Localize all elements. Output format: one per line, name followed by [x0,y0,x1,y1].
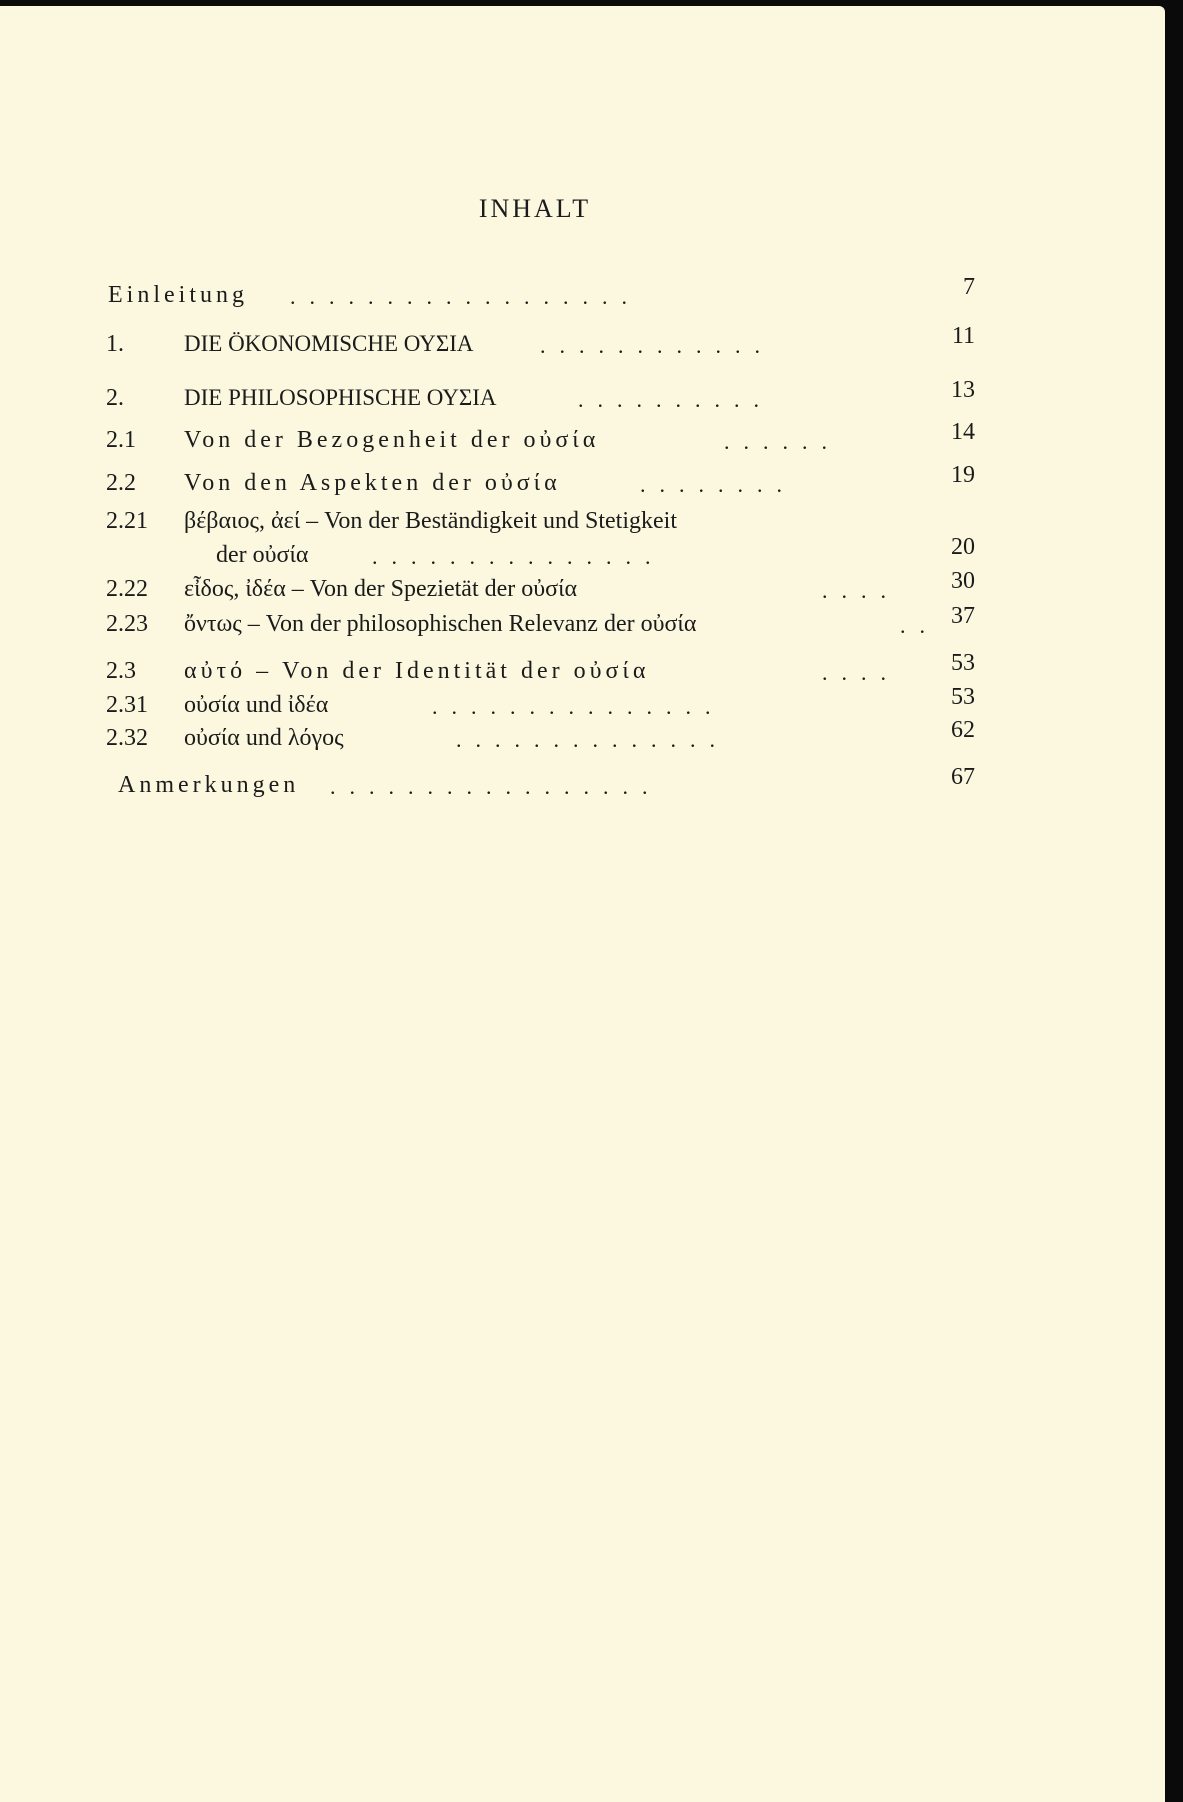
toc-leader-dots: ............... [432,694,725,719]
toc-entry-2 [0,377,1165,419]
toc-label: εἶδος, ἰδέα – Von der Spezietät der οὐσία [184,576,578,602]
toc-leader-dots: ...... [724,429,841,454]
toc-entry-2-31 [0,684,1165,726]
toc-number: 2.1 [106,427,136,453]
toc-leader-dots: .................. [290,284,641,309]
toc-entry-2-2 [0,462,1165,504]
toc-leader-dots: .... [822,660,900,685]
toc-page-number: 53 [951,650,975,676]
toc-leader-dots: .......... [578,387,773,412]
toc-entry-1 [0,323,1165,365]
toc-page-number: 7 [963,274,975,300]
toc-leader-dots: ............ [540,333,774,358]
toc-label: ὄντως – Von der philosophischen Relevanz der οὐσία [184,611,697,637]
toc-label: Einleitung [108,282,248,308]
toc-number: 2.3 [106,658,136,684]
toc-entry-2-21-continuation [0,534,1165,576]
toc-entry-2-23 [0,603,1165,645]
toc-label: βέβαιος, ἀεί – Von der Beständigkeit und Stetigkeit [184,508,677,534]
toc-label: αὐτό – Von der Identität der οὐσία [184,658,650,684]
toc-label: οὐσία und λόγος [184,725,344,751]
toc-page-number: 30 [951,568,975,594]
toc-leader-dots: .. [900,613,939,638]
toc-label-continuation: der οὐσία [216,542,309,568]
toc-number: 2.2 [106,470,136,496]
toc-page-number: 37 [951,603,975,629]
toc-page-number: 20 [951,534,975,560]
toc-page-number: 62 [951,717,975,743]
page-title: INHALT [478,194,592,223]
toc-entry-2-3 [0,650,1165,692]
toc-leader-dots: .............. [456,727,729,752]
toc-label: DIE ÖKONOMISCHE ΟΥΣΙΑ [184,331,474,356]
toc-page-number: 67 [951,764,975,790]
toc-page-number: 53 [951,684,975,710]
toc-number: 2.31 [106,692,148,718]
toc-leader-dots: .... [822,578,900,603]
toc-label: οὐσία und ἰδέα [184,692,329,718]
toc-page-number: 11 [951,323,975,349]
book-page [0,6,1165,1802]
toc-page-number: 13 [951,377,975,403]
toc-number: 2. [106,385,124,411]
toc-number: 1. [106,331,124,357]
toc-entry-2-32 [0,717,1165,759]
toc-leader-dots: ........ [640,472,796,497]
toc-entry-2-1 [0,419,1165,461]
toc-number: 2.32 [106,725,148,751]
toc-entry-einleitung [0,274,1165,316]
toc-entry-2-22 [0,568,1165,610]
toc-number: 2.23 [106,611,148,637]
toc-label: DIE PHILOSOPHISCHE ΟΥΣΙΑ [184,385,497,410]
toc-leader-dots: ............... [372,544,665,569]
toc-label: Von den Aspekten der οὐσία [184,470,561,496]
toc-page-number: 14 [951,419,975,445]
toc-label: Von der Bezogenheit der οὐσία [184,427,600,453]
toc-page-number: 19 [951,462,975,488]
toc-entry-anmerkungen [0,764,1165,806]
toc-leader-dots: ................. [330,774,662,799]
toc-number: 2.21 [106,508,148,534]
toc-label: Anmerkungen [118,772,300,798]
toc-entry-2-21 [0,508,1165,542]
toc-number: 2.22 [106,576,148,602]
